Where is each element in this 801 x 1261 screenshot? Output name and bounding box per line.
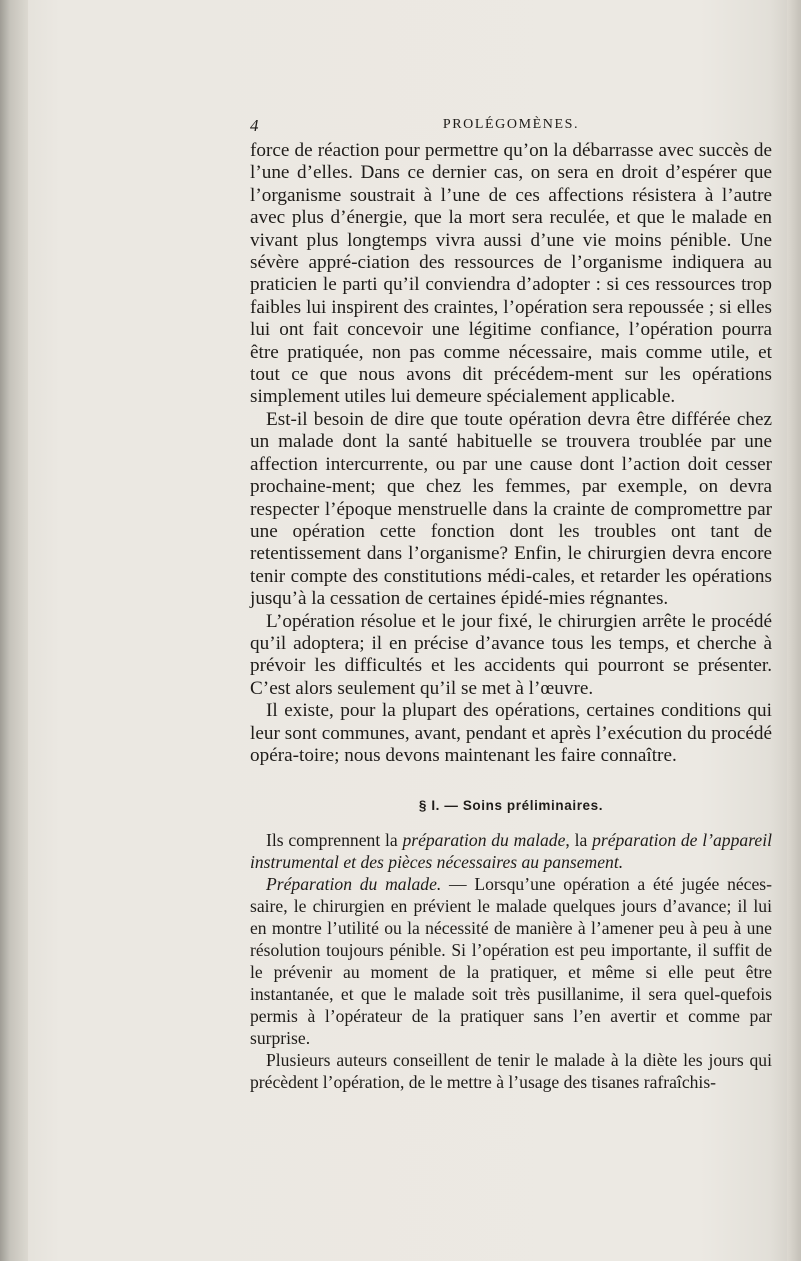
page-number: 4 — [250, 116, 259, 135]
section-intro-em-2: préparation de l’appareil instrumental et des pièces nécessaires au pansement. — [250, 829, 772, 872]
section-title: § I. — Soins préliminaires. — [418, 798, 604, 814]
page-binding-shadow — [0, 0, 28, 1261]
preparation-heading: Préparation du malade. — [266, 873, 442, 894]
paragraph-4: Il existe, pour la plupart des opérations, certaines conditions qui leur sont communes, avant, pendant et après l’exécution du procédé opéra-toire; nous devons maintenant les faire connaître. — [250, 700, 772, 766]
section-intro-sep: , la — [565, 829, 593, 850]
section-intro-em-1: préparation du malade — [402, 829, 566, 850]
page-header — [250, 116, 772, 138]
paragraph-1: force de réaction pour permettre qu’on la débarrasse avec succès de l’une d’elles. Dans ce dernier cas, on sera en droit d’espérer que l’organisme soustrait à l’une de ces affections résistera à l’autre avec plus d’énergie, que la mort sera reculée, et que le malade en vivant plus longtemps vivra aussi d’une vie moins pénible. Une sévère appré-ciation des ressources de l’organisme indiquera au praticien le parti qu’il conviendra d’adopter : si ces ressources trop faibles lui inspirent des craintes, l’opération sera repoussée ; si elles lui ont fait concevoir une légitime confiance, l’opération pourra être pratiquée, non pas comme nécessaire, mais comme utile, et tout ce que nous avons dit précédem-ment sur les opérations simplement utiles lui demeure spécialement applicable. — [250, 140, 772, 408]
page-text — [250, 140, 772, 1093]
running-head: PROLÉGOMÈNES. — [442, 117, 580, 132]
preparation-text: — Lorsqu’une opération a été jugée néces-saire, le chirurgien en prévient le malade quelques jours d’avance; il lui en montre l’utilité ou la nécessité de manière à l’amener peu à peu à une résolution toujours pénible. Si l’opération est peu importante, il suffit de le prévenir au moment de la pratiquer, et même si elle peut être instantanée, et que le malade soit très pusillanime, il sera quel-quefois permis à l’opérateur de la pratiquer sans l’en avertir et comme par surprise. — [250, 873, 772, 1048]
paragraph-2: Est-il besoin de dire que toute opération devra être différée chez un malade dont la santé habituelle se trouvera troublée par une affection intercurrente, ou par une cause dont l’action doit cesser prochaine-ment; que chez les femmes, par exemple, on devra respecter l’époque menstruelle dans la crainte de compromettre par une opération cette fonction dont les troubles ont tant de retentissement dans l’organisme? Enfin, le chirurgien devra encore tenir compte des constitutions médi-cales, et retarder les opérations jusqu’à la cessation de certaines épidé-mies régnantes. — [250, 408, 772, 610]
page-edge-shadow — [787, 0, 801, 1261]
section-intro — [250, 829, 772, 873]
section-intro-prefix: Ils comprennent la — [266, 829, 403, 850]
paragraph-3: L’opération résolue et le jour fixé, le chirurgien arrête le procédé qu’il adoptera; il en précise d’avance tous les temps, et cherche à prévoir les difficultés et les accidents qui pourront se présenter. C’est alors seulement qu’il se met à l’œuvre. — [250, 610, 772, 699]
preparation-paragraph — [250, 873, 772, 1049]
authors-paragraph: Plusieurs auteurs conseillent de tenir le malade à la diète les jours qui précèdent l’opération, de le mettre à l’usage des tisanes rafraîchis- — [250, 1049, 772, 1092]
